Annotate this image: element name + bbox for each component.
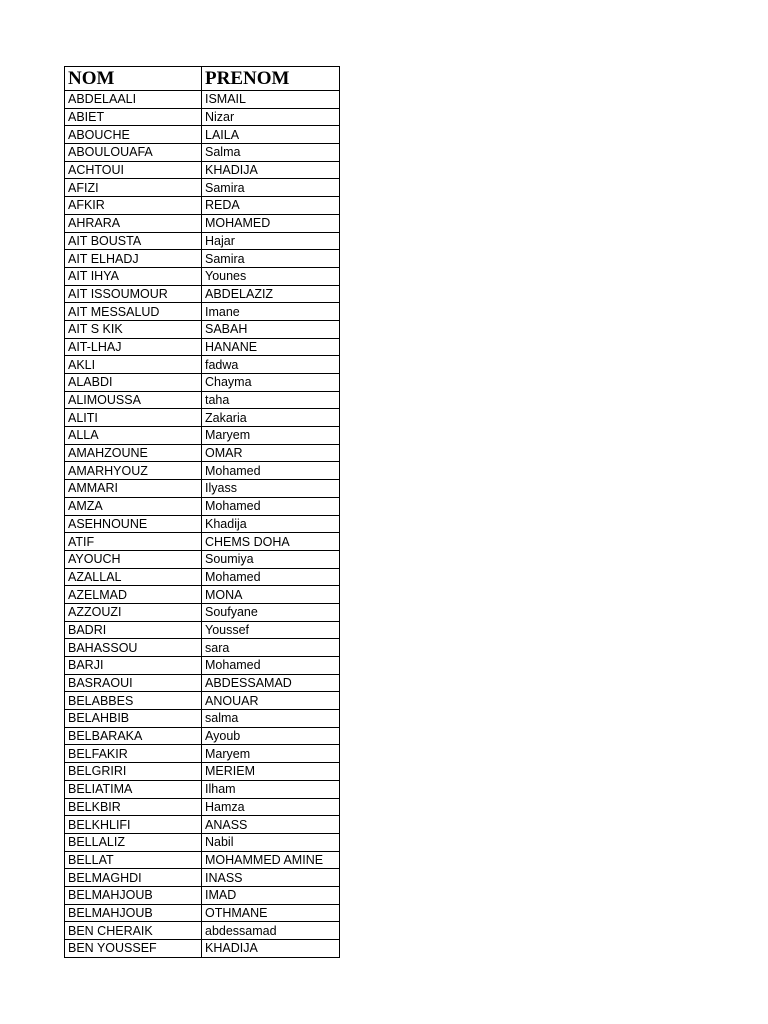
- nom-cell: ALITI: [65, 409, 202, 427]
- table-row: [65, 480, 340, 498]
- nom-cell: BELKBIR: [65, 798, 202, 816]
- table-row: [65, 833, 340, 851]
- prenom-cell: Soufyane: [202, 603, 340, 621]
- prenom-cell: ABDELAZIZ: [202, 285, 340, 303]
- prenom-cell: MONA: [202, 586, 340, 604]
- table-row: [65, 586, 340, 604]
- nom-cell: AZZOUZI: [65, 603, 202, 621]
- prenom-cell: sara: [202, 639, 340, 657]
- nom-cell: AMMARI: [65, 480, 202, 498]
- nom-cell: BARJI: [65, 657, 202, 675]
- nom-cell: AMAHZOUNE: [65, 444, 202, 462]
- nom-cell: AIT ISSOUMOUR: [65, 285, 202, 303]
- table-row: [65, 214, 340, 232]
- table-row: [65, 91, 340, 109]
- prenom-cell: CHEMS DOHA: [202, 533, 340, 551]
- table-row: [65, 356, 340, 374]
- prenom-cell: Mohamed: [202, 568, 340, 586]
- prenom-cell: INASS: [202, 869, 340, 887]
- nom-cell: AIT S KIK: [65, 320, 202, 338]
- prenom-cell: Nizar: [202, 108, 340, 126]
- prenom-cell: Ilham: [202, 780, 340, 798]
- prenom-cell: Maryem: [202, 427, 340, 445]
- table-row: [65, 144, 340, 162]
- nom-cell: BELBARAKA: [65, 727, 202, 745]
- prenom-cell: Maryem: [202, 745, 340, 763]
- table-row: [65, 603, 340, 621]
- table-row: [65, 161, 340, 179]
- prenom-cell: Youssef: [202, 621, 340, 639]
- prenom-cell: Ayoub: [202, 727, 340, 745]
- table-body: [65, 91, 340, 958]
- nom-cell: AFIZI: [65, 179, 202, 197]
- table-row: [65, 497, 340, 515]
- prenom-cell: abdessamad: [202, 922, 340, 940]
- nom-cell: BAHASSOU: [65, 639, 202, 657]
- prenom-cell: SABAH: [202, 320, 340, 338]
- nom-cell: AYOUCH: [65, 550, 202, 568]
- prenom-cell: REDA: [202, 197, 340, 215]
- header-row: [65, 67, 340, 91]
- table-row: [65, 232, 340, 250]
- prenom-cell: OMAR: [202, 444, 340, 462]
- prenom-cell: Nabil: [202, 833, 340, 851]
- student-list-sheet: [64, 66, 340, 958]
- prenom-cell: fadwa: [202, 356, 340, 374]
- prenom-cell: Mohamed: [202, 497, 340, 515]
- prenom-cell: Samira: [202, 179, 340, 197]
- table-row: [65, 763, 340, 781]
- table-row: [65, 639, 340, 657]
- table-row: [65, 444, 340, 462]
- nom-cell: ABDELAALI: [65, 91, 202, 109]
- table-row: [65, 674, 340, 692]
- nom-cell: AHRARA: [65, 214, 202, 232]
- table-row: [65, 727, 340, 745]
- nom-cell: AFKIR: [65, 197, 202, 215]
- prenom-cell: taha: [202, 391, 340, 409]
- nom-cell: AIT BOUSTA: [65, 232, 202, 250]
- prenom-cell: Zakaria: [202, 409, 340, 427]
- table-row: [65, 780, 340, 798]
- nom-cell: ASEHNOUNE: [65, 515, 202, 533]
- nom-cell: ALABDI: [65, 374, 202, 392]
- table-row: [65, 533, 340, 551]
- prenom-cell: ANASS: [202, 816, 340, 834]
- column-header-prenom: PRENOM: [202, 67, 340, 91]
- nom-cell: AZELMAD: [65, 586, 202, 604]
- table-row: [65, 904, 340, 922]
- nom-cell: AIT ELHADJ: [65, 250, 202, 268]
- table-row: [65, 922, 340, 940]
- table-row: [65, 798, 340, 816]
- table-row: [65, 745, 340, 763]
- nom-cell: BELKHLIFI: [65, 816, 202, 834]
- nom-cell: AMARHYOUZ: [65, 462, 202, 480]
- prenom-cell: Chayma: [202, 374, 340, 392]
- table-row: [65, 197, 340, 215]
- table-row: [65, 427, 340, 445]
- prenom-cell: Ilyass: [202, 480, 340, 498]
- prenom-cell: LAILA: [202, 126, 340, 144]
- prenom-cell: salma: [202, 710, 340, 728]
- table-row: [65, 303, 340, 321]
- nom-cell: ABOULOUAFA: [65, 144, 202, 162]
- table-row: [65, 851, 340, 869]
- nom-cell: BELMAHJOUB: [65, 886, 202, 904]
- nom-cell: ACHTOUI: [65, 161, 202, 179]
- nom-cell: BELLAT: [65, 851, 202, 869]
- nom-cell: BELFAKIR: [65, 745, 202, 763]
- nom-cell: ABIET: [65, 108, 202, 126]
- nom-cell: ALLA: [65, 427, 202, 445]
- table-row: [65, 692, 340, 710]
- table-row: [65, 621, 340, 639]
- nom-cell: AMZA: [65, 497, 202, 515]
- nom-cell: BELGRIRI: [65, 763, 202, 781]
- table-row: [65, 409, 340, 427]
- prenom-cell: MERIEM: [202, 763, 340, 781]
- prenom-cell: KHADIJA: [202, 940, 340, 958]
- nom-cell: BEN YOUSSEF: [65, 940, 202, 958]
- table-row: [65, 515, 340, 533]
- prenom-cell: Mohamed: [202, 462, 340, 480]
- table-row: [65, 267, 340, 285]
- prenom-cell: Younes: [202, 267, 340, 285]
- table-row: [65, 391, 340, 409]
- table-row: [65, 320, 340, 338]
- nom-cell: AIT MESSALUD: [65, 303, 202, 321]
- nom-cell: ATIF: [65, 533, 202, 551]
- column-header-nom: NOM: [65, 67, 202, 91]
- table-row: [65, 869, 340, 887]
- prenom-cell: Hajar: [202, 232, 340, 250]
- table-row: [65, 940, 340, 958]
- prenom-cell: MOHAMED: [202, 214, 340, 232]
- prenom-cell: ISMAIL: [202, 91, 340, 109]
- table-row: [65, 462, 340, 480]
- nom-cell: BADRI: [65, 621, 202, 639]
- nom-cell: AZALLAL: [65, 568, 202, 586]
- nom-cell: BELIATIMA: [65, 780, 202, 798]
- table-row: [65, 550, 340, 568]
- prenom-cell: MOHAMMED AMINE: [202, 851, 340, 869]
- table-row: [65, 886, 340, 904]
- table-row: [65, 179, 340, 197]
- table-row: [65, 108, 340, 126]
- prenom-cell: KHADIJA: [202, 161, 340, 179]
- prenom-cell: Salma: [202, 144, 340, 162]
- prenom-cell: Hamza: [202, 798, 340, 816]
- table-row: [65, 250, 340, 268]
- table-row: [65, 285, 340, 303]
- table-row: [65, 338, 340, 356]
- nom-cell: BELABBES: [65, 692, 202, 710]
- prenom-cell: OTHMANE: [202, 904, 340, 922]
- nom-cell: BELLALIZ: [65, 833, 202, 851]
- names-table: [64, 66, 340, 958]
- prenom-cell: Soumiya: [202, 550, 340, 568]
- nom-cell: AKLI: [65, 356, 202, 374]
- nom-cell: BASRAOUI: [65, 674, 202, 692]
- prenom-cell: Samira: [202, 250, 340, 268]
- table-row: [65, 374, 340, 392]
- prenom-cell: Khadija: [202, 515, 340, 533]
- prenom-cell: ABDESSAMAD: [202, 674, 340, 692]
- prenom-cell: Imane: [202, 303, 340, 321]
- nom-cell: BELAHBIB: [65, 710, 202, 728]
- table-row: [65, 126, 340, 144]
- nom-cell: ALIMOUSSA: [65, 391, 202, 409]
- nom-cell: ABOUCHE: [65, 126, 202, 144]
- nom-cell: BEN CHERAIK: [65, 922, 202, 940]
- nom-cell: BELMAHJOUB: [65, 904, 202, 922]
- table-row: [65, 710, 340, 728]
- table-row: [65, 568, 340, 586]
- prenom-cell: HANANE: [202, 338, 340, 356]
- prenom-cell: ANOUAR: [202, 692, 340, 710]
- nom-cell: BELMAGHDI: [65, 869, 202, 887]
- table-row: [65, 657, 340, 675]
- nom-cell: AIT IHYA: [65, 267, 202, 285]
- prenom-cell: IMAD: [202, 886, 340, 904]
- prenom-cell: Mohamed: [202, 657, 340, 675]
- nom-cell: AIT-LHAJ: [65, 338, 202, 356]
- table-row: [65, 816, 340, 834]
